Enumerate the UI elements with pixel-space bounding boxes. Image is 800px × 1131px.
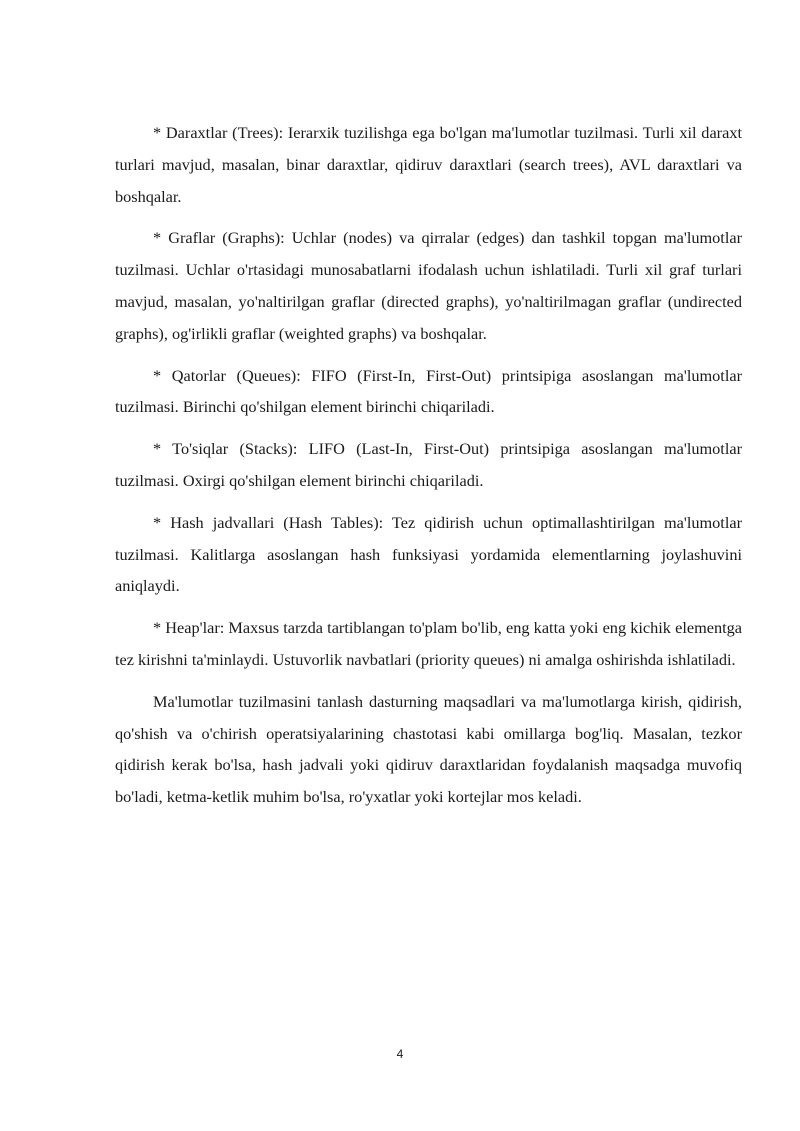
paragraph-stacks: * To'siqlar (Stacks): LIFO (Last-In, First-Out) printsipiga asoslangan ma'lumotlar tuzilmasi. Oxirgi qo'shilgan element birinchi chiqariladi. [115,439,742,490]
paragraph-queues: * Qatorlar (Queues): FIFO (First-In, First-Out) printsipiga asoslangan ma'lumotlar tuzilmasi. Birinchi qo'shilgan element birinchi chiqariladi. [115,365,742,417]
page-number: 4 [396,1047,404,1061]
document-body [115,117,742,823]
paragraph-hash-tables: * Hash jadvallari (Hash Tables): Tez qidirish uchun optimallashtirilgan ma'lumotlar tuzilmasi. Kalitlarga asoslangan hash funksiyasi yordamida elementlarning joylashuvini aniqlaydi. [115,512,742,596]
paragraph-trees: * Daraxtlar (Trees): Ierarxik tuzilishga ega bo'lgan ma'lumotlar tuzilmasi. Turli xil daraxt turlari mavjud, masalan, binar daraxtlar, qidiruv daraxtlari (search trees), AVL daraxtlari va boshqalar. [115,123,742,206]
paragraph-graphs: * Graflar (Graphs): Uchlar (nodes) va qirralar (edges) dan tashkil topgan ma'lumotlar tuzilmasi. Uchlar o'rtasidagi munosabatlarni ifodalash uchun ishlatiladi. Turli xil graf turlari mavjud, masalan, yo'naltirilgan graflar (directed graphs), yo'naltirilmagan graflar (undirected graphs), og'irlikli graflar (weighted graphs) va boshqalar. [115,228,742,343]
paragraph-conclusion: Ma'lumotlar tuzilmasini tanlash dasturning maqsadlari va ma'lumotlarga kirish, qidirish, qo'shish va o'chirish operatsiyalarining chastotasi kabi omillarga bog'liq. Masalan, tezkor qidirish kerak bo'lsa, hash jadvali yoki qidiruv daraxtlaridan foydalanish maqsadga muvofiq bo'ladi, ketma-ketlik muhim bo'lsa, ro'yxatlar yoki kortejlar mos keladi. [115,691,742,807]
paragraph-heaps: * Heap'lar: Maxsus tarzda tartiblangan to'plam bo'lib, eng katta yoki eng kichik elementga tez kirishni ta'minlaydi. Ustuvorlik navbatlari (priority queues) ni amalga oshirishda ishlatiladi. [115,618,742,669]
